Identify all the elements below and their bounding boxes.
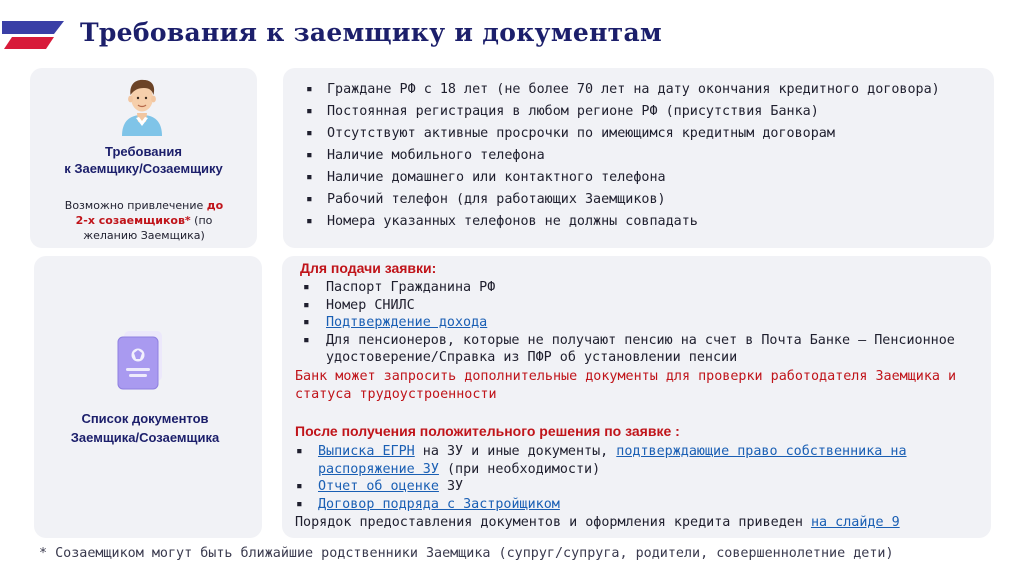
construction-contract-link[interactable]: Договор подряда с Застройщиком bbox=[318, 496, 560, 512]
requirements-label bbox=[30, 143, 257, 177]
requirement-item: ▪ Постоянная регистрация в любом регионе РФ (присутствия Банка) bbox=[304, 104, 974, 121]
documents-label bbox=[34, 409, 256, 447]
apply-item-snils: ▪ Номер СНИЛС bbox=[302, 297, 982, 315]
procedure-note-text: Порядок предоставления документов и оформления кредита приведен bbox=[295, 515, 811, 530]
requirement-item: ▪ Рабочий телефон (для работающих Заемщиков) bbox=[304, 192, 974, 209]
requirements-list bbox=[304, 82, 974, 236]
after-item-valuation bbox=[296, 478, 976, 496]
procedure-note bbox=[295, 514, 955, 532]
income-confirmation-link[interactable]: Подтверждение дохода bbox=[326, 315, 488, 331]
documents-label-card bbox=[34, 256, 262, 538]
requirements-label-line2: к Заемщику/Созаемщику bbox=[64, 161, 223, 176]
after-approval-heading: После получения положительного решения по заявке : bbox=[295, 423, 680, 439]
requirement-item: ▪ Номера указанных телефонов не должны совпадать bbox=[304, 214, 974, 231]
egrn-extract-link[interactable]: Выписка ЕГРН bbox=[318, 444, 415, 459]
slide-9-link[interactable]: на слайде 9 bbox=[810, 515, 900, 530]
requirement-item: ▪ Граждане РФ с 18 лет (не более 70 лет на дату окончания кредитного договора) bbox=[304, 82, 974, 99]
apply-item-pensioners: ▪ Для пенсионеров, которые не получают пенсию на счет в Почта Банке – Пенсионное удостоверение/Справка из ПФР об установлении пенсии bbox=[302, 332, 982, 367]
disposal-post-text: (при необходимости) bbox=[438, 461, 601, 477]
requirement-item: ▪ Наличие домашнего или контактного телефона bbox=[304, 170, 974, 187]
documents-label-line2: Заемщика/Созаемщика bbox=[70, 430, 220, 445]
apply-documents-list bbox=[302, 279, 982, 367]
requirement-item: ▪ Наличие мобильного телефона bbox=[304, 148, 974, 165]
apply-heading: Для подачи заявки: bbox=[300, 260, 437, 276]
valuation-post-text: ЗУ bbox=[438, 479, 464, 495]
coborrower-note-post: (по желанию Заемщика) bbox=[83, 214, 213, 242]
valuation-report-link[interactable]: Отчет об оценке bbox=[318, 479, 439, 495]
page-title: Требования к заемщику и документам bbox=[80, 18, 662, 47]
apply-item-passport: ▪ Паспорт Гражданина РФ bbox=[302, 279, 982, 297]
coborrower-note bbox=[64, 198, 224, 243]
coborrower-footnote: * Созаемщиком могут быть ближайшие родственники Заемщика (супруг/супруга, родители, совершеннолетние дети) bbox=[39, 546, 894, 561]
ownership-docs-link[interactable]: подтверждающие право собственника на bbox=[616, 444, 907, 459]
documents-label-line1: Список документов bbox=[81, 411, 209, 426]
coborrower-note-highlight: до 2-х созаемщиков* bbox=[75, 199, 224, 227]
requirements-label-line1: Требования bbox=[105, 144, 182, 159]
land-disposal-link[interactable]: распоряжение ЗУ bbox=[318, 461, 439, 477]
bank-additional-docs-note: Банк может запросить дополнительные документы для проверки работодателя Заемщика и статуса трудоустроенности bbox=[295, 369, 957, 402]
egrn-mid-text: на ЗУ и иные документы, bbox=[414, 444, 617, 459]
document-icon bbox=[110, 328, 170, 392]
after-approval-list bbox=[296, 443, 976, 513]
coborrower-note-pre: Возможно привлечение bbox=[64, 199, 207, 212]
after-item-contract bbox=[296, 496, 976, 514]
brand-logo-icon bbox=[2, 20, 68, 50]
requirement-item: ▪ Отсутствуют активные просрочки по имеющимся кредитным договорам bbox=[304, 126, 974, 143]
after-item-egrn bbox=[296, 443, 976, 478]
borrower-avatar-icon bbox=[117, 76, 167, 136]
apply-item-income bbox=[302, 314, 982, 332]
